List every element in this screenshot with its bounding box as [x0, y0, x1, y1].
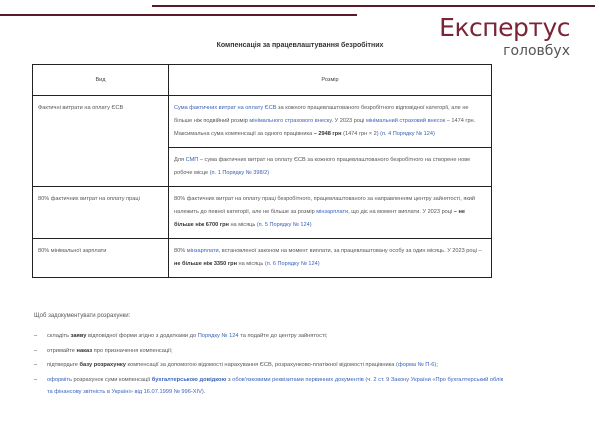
text: 80% [174, 248, 187, 254]
decorative-left-line [0, 14, 357, 16]
header-size: Розмір [169, 65, 492, 96]
inline-link[interactable]: (форма № П-6) [396, 362, 437, 368]
cell-size [169, 96, 492, 148]
header-type: Вид [33, 65, 169, 96]
brand-logo[interactable] [439, 14, 570, 59]
table-title: Компенсація за працевлаштування безробітних [216, 42, 384, 49]
inline-link[interactable]: (п. 1 Порядку № 398/2) [209, 170, 270, 176]
inline-link[interactable]: обов'язковими реквізитами первинних документів [232, 376, 364, 383]
list-item [34, 359, 504, 372]
steps-list [34, 330, 504, 401]
text: Для [174, 157, 186, 163]
inline-link[interactable]: (п. 6 Порядку № 124) [264, 261, 320, 267]
text: (1474 грн × 2) [341, 131, 381, 137]
inline-link[interactable]: (п. 4 Порядку № 124) [380, 131, 435, 137]
inline-link[interactable]: Порядку № 124 [197, 333, 239, 339]
bold-text: наказ [76, 347, 93, 354]
dash-marker: – [34, 347, 38, 354]
inline-link[interactable]: Сума фактичних витрат на оплату ЄСВ [174, 105, 277, 111]
text: 80% фактичних витрат на оплату праці безробітного, працевлаштованого за направленням центру зайнятості, який належить до певної категорії, але не більше за розмір [174, 196, 476, 215]
table-row [33, 187, 492, 239]
text: – 1474 грн. Максимальна сума компенсації за одного працівника [174, 118, 476, 137]
steps-intro: Щоб задокументувати розрахунки: [34, 313, 131, 319]
text: з [226, 376, 233, 383]
inline-link[interactable]: мінзарплати [186, 248, 219, 254]
inline-link[interactable]: бухгалтерською довідкою [151, 376, 227, 383]
bold-text: не більше ніж 3350 грн [174, 261, 237, 267]
bold-text: базу розрахунку [79, 362, 126, 368]
text: за кожного працевлаштованого безробітного відповідної категорії, але не більше ніж подвійний розмір [174, 105, 469, 124]
decorative-top-line [152, 5, 595, 7]
text: , встановленої законом на момент виплати, за працевлаштовану особу за один місяць. У 2023 році – [218, 248, 482, 254]
brand-subtitle: головбух [503, 43, 570, 59]
text: отримайте [47, 347, 77, 354]
text: , що діє на момент виплати. У 2023 році [348, 209, 454, 215]
inline-link[interactable]: мінімального страхового внеску [249, 118, 332, 124]
inline-link[interactable]: мінзарплати [316, 209, 349, 215]
inline-link[interactable]: (ч. 2 ст. 9 Закону України «Про бухгалтерський облік та фінансову звітність в Україні» від 16.07.1999 № 996-XIV) [47, 376, 504, 395]
compensation-table [32, 64, 492, 278]
step-text [47, 377, 503, 396]
step-text [47, 362, 438, 368]
text: . [203, 389, 206, 395]
bold-text: – не більше ніж 6700 грн [174, 209, 465, 228]
dash-marker: – [34, 362, 38, 368]
text: – сума фактичних витрат на оплату ЄСВ за кожного працевлаштованого безробітного на створене нове робоче місце [174, 157, 471, 176]
cell-type: 80% фактичних витрат на оплату праці [33, 187, 169, 239]
list-item [34, 374, 504, 399]
step-text [47, 333, 327, 339]
text: на місяць [228, 222, 257, 228]
table-row [33, 239, 492, 278]
bold-text: заяву [70, 333, 87, 339]
text: відповідної форми згідно з додатками до [86, 333, 198, 339]
bold-text: – 2948 грн [313, 131, 342, 137]
list-item [34, 345, 504, 358]
inline-link[interactable]: мінімальний страховий внесок [365, 118, 446, 124]
text: на місяць [236, 261, 265, 267]
text: підтвердьте [47, 362, 80, 368]
table-row [33, 96, 492, 148]
list-item [34, 330, 504, 343]
step-text [47, 348, 173, 354]
inline-link[interactable]: СМП [185, 157, 199, 163]
text: ; [436, 362, 438, 368]
text: . У 2023 році [331, 118, 366, 124]
dash-marker: – [34, 333, 38, 339]
text: розрахунок суми компенсації [71, 376, 152, 383]
dash-marker: – [34, 376, 38, 383]
inline-link[interactable]: (п. 5 Порядку № 124) [256, 222, 312, 228]
text: компенсації за допомогою відомості нарахування ЄСВ, розрахунково-платіжної відомості працівника [125, 362, 397, 368]
cell-size [169, 148, 492, 187]
text: про призначення компенсації; [92, 347, 173, 354]
text: складіть [47, 333, 71, 339]
text: та подайте до центру зайнятості; [238, 333, 328, 339]
cell-type: 80% мінімальної зарплати [33, 239, 169, 278]
cell-size [169, 239, 492, 278]
table-header-row [33, 65, 492, 96]
cell-size [169, 187, 492, 239]
inline-link[interactable]: оформіть [47, 376, 72, 383]
cell-type: Фактичні витрати на оплату ЄСВ [33, 96, 169, 187]
brand-name: Експертус [439, 13, 570, 42]
